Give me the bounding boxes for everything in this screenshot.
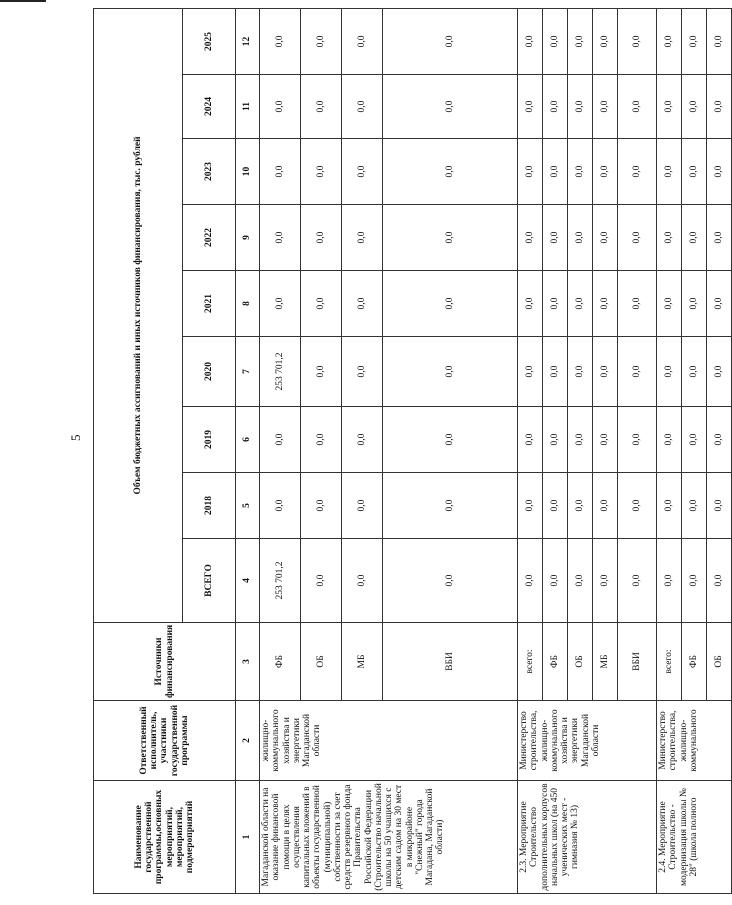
year-value-cell: 0,0: [543, 337, 568, 407]
page-number: 5: [68, 434, 83, 441]
column-number: 2: [236, 701, 260, 781]
column-number: 6: [236, 407, 260, 473]
header-year: 2020: [183, 337, 236, 407]
table-row: [260, 8, 301, 893]
rotated-table-container: [93, 9, 724, 894]
year-value-cell: 0,0: [518, 271, 543, 337]
header-source: Источники финансирования: [94, 623, 236, 701]
year-value-cell: 0,0: [568, 407, 593, 473]
year-value-cell: 0,0: [682, 75, 707, 139]
column-number: 10: [236, 139, 260, 205]
year-value-cell: 0,0: [342, 407, 383, 473]
year-value-cell: 0,0: [543, 205, 568, 271]
year-value-cell: 0,0: [593, 205, 618, 271]
year-value-cell: 253 701,2: [260, 337, 301, 407]
year-value-cell: 0,0: [568, 8, 593, 74]
year-value-cell: 0,0: [593, 407, 618, 473]
year-value-cell: 0,0: [618, 8, 657, 74]
year-value-cell: 0,0: [682, 139, 707, 205]
header-name: Наименование государственной программы,основных мероприятий, мероприятий, подмероприятий: [94, 781, 236, 894]
total-value-cell: 0,0: [682, 539, 707, 623]
header-year: 2024: [183, 75, 236, 139]
year-value-cell: 0,0: [260, 473, 301, 539]
year-value-cell: 0,0: [301, 75, 342, 139]
executor-cell: Министерство строительства, жилищно-коммунального: [657, 701, 732, 781]
year-value-cell: 0,0: [543, 8, 568, 74]
year-value-cell: 0,0: [383, 407, 518, 473]
source-cell: ОБ: [707, 623, 732, 701]
year-value-cell: 0,0: [657, 75, 682, 139]
year-value-cell: 0,0: [301, 8, 342, 74]
source-cell: ОБ: [301, 623, 342, 701]
year-value-cell: 0,0: [657, 8, 682, 74]
year-value-cell: 0,0: [518, 205, 543, 271]
year-value-cell: 0,0: [383, 205, 518, 271]
year-value-cell: 0,0: [543, 271, 568, 337]
header-year: 2022: [183, 205, 236, 271]
total-value-cell: 0,0: [593, 539, 618, 623]
year-value-cell: 0,0: [383, 8, 518, 74]
year-value-cell: 0,0: [682, 337, 707, 407]
year-value-cell: 0,0: [568, 139, 593, 205]
total-value-cell: 0,0: [543, 539, 568, 623]
source-cell: ВБИ: [618, 623, 657, 701]
year-value-cell: 0,0: [618, 271, 657, 337]
year-value-cell: 0,0: [707, 8, 732, 74]
year-value-cell: 0,0: [593, 473, 618, 539]
year-value-cell: 0,0: [383, 271, 518, 337]
source-cell: всего:: [657, 623, 682, 701]
header-volume: Объем бюджетных ассигнований и иных источников финансирования, тыс. рублей: [94, 8, 183, 622]
column-number: 1: [236, 781, 260, 894]
source-cell: ФБ: [682, 623, 707, 701]
total-value-cell: 253 701,2: [260, 539, 301, 623]
year-value-cell: 0,0: [657, 139, 682, 205]
program-name-cell: 2.4. Мероприятие Строительство - модернизация школы № 28" (школа полного: [657, 781, 732, 894]
total-value-cell: 0,0: [618, 539, 657, 623]
year-value-cell: 0,0: [518, 75, 543, 139]
year-value-cell: 0,0: [682, 205, 707, 271]
year-value-cell: 0,0: [618, 75, 657, 139]
year-value-cell: 0,0: [593, 337, 618, 407]
table-body: [94, 8, 732, 893]
year-value-cell: 0,0: [682, 473, 707, 539]
year-value-cell: 0,0: [568, 205, 593, 271]
year-value-cell: 0,0: [518, 473, 543, 539]
year-value-cell: 0,0: [342, 205, 383, 271]
year-value-cell: 0,0: [593, 271, 618, 337]
column-number: 9: [236, 205, 260, 271]
total-value-cell: 0,0: [707, 539, 732, 623]
header-year: 2021: [183, 271, 236, 337]
year-value-cell: 0,0: [518, 139, 543, 205]
column-number: 12: [236, 8, 260, 74]
table-row: [657, 8, 682, 893]
total-value-cell: 0,0: [518, 539, 543, 623]
year-value-cell: 0,0: [342, 8, 383, 74]
year-value-cell: 0,0: [657, 473, 682, 539]
year-value-cell: 0,0: [657, 205, 682, 271]
year-value-cell: 0,0: [301, 271, 342, 337]
year-value-cell: 0,0: [682, 271, 707, 337]
column-number: 8: [236, 271, 260, 337]
header-year: 2019: [183, 407, 236, 473]
column-number: 7: [236, 337, 260, 407]
year-value-cell: 0,0: [301, 407, 342, 473]
year-value-cell: 0,0: [593, 139, 618, 205]
total-value-cell: 0,0: [301, 539, 342, 623]
source-cell: ОБ: [568, 623, 593, 701]
year-value-cell: 0,0: [618, 407, 657, 473]
year-value-cell: 0,0: [518, 407, 543, 473]
year-value-cell: 0,0: [543, 473, 568, 539]
year-value-cell: 0,0: [707, 75, 732, 139]
source-cell: МБ: [593, 623, 618, 701]
year-value-cell: 0,0: [260, 75, 301, 139]
year-value-cell: 0,0: [593, 75, 618, 139]
year-value-cell: 0,0: [518, 8, 543, 74]
year-value-cell: 0,0: [568, 337, 593, 407]
source-cell: ВБИ: [383, 623, 518, 701]
year-value-cell: 0,0: [260, 8, 301, 74]
year-value-cell: 0,0: [383, 337, 518, 407]
column-number: 3: [236, 623, 260, 701]
year-value-cell: 0,0: [543, 75, 568, 139]
year-value-cell: 0,0: [342, 75, 383, 139]
year-value-cell: 0,0: [682, 8, 707, 74]
top-rule: [0, 0, 46, 2]
header-executor: Ответственный исполнитель, участники государственной программы: [94, 701, 236, 781]
year-value-cell: 0,0: [707, 271, 732, 337]
program-name-cell: Магаданской области на оказание финансовой помощи в целях осуществления капитальных вложений в объекты государственной (муниципальной) собственности за счет средств резервного фонда Правительства Российской Федерации (Строительство начальной школы на 50 учащихся с детским садом на 30 мест в микрорайоне "Снежный" города Магадана, Магаданской области): [260, 781, 518, 894]
year-value-cell: 0,0: [260, 205, 301, 271]
year-value-cell: 0,0: [260, 407, 301, 473]
year-value-cell: 0,0: [383, 75, 518, 139]
year-value-cell: 0,0: [342, 139, 383, 205]
year-value-cell: 0,0: [260, 139, 301, 205]
column-number: 11: [236, 75, 260, 139]
year-value-cell: 0,0: [707, 205, 732, 271]
year-value-cell: 0,0: [618, 473, 657, 539]
source-cell: ФБ: [543, 623, 568, 701]
year-value-cell: 0,0: [301, 139, 342, 205]
header-total: ВСЕГО: [183, 539, 236, 623]
year-value-cell: 0,0: [707, 337, 732, 407]
year-value-cell: 0,0: [342, 473, 383, 539]
executor-cell: Министерство строительства, жилищно-коммунального хозяйства и энергетики Магаданской области: [518, 701, 657, 781]
year-value-cell: 0,0: [657, 271, 682, 337]
source-cell: всего:: [518, 623, 543, 701]
header-year: 2018: [183, 473, 236, 539]
total-value-cell: 0,0: [383, 539, 518, 623]
year-value-cell: 0,0: [568, 473, 593, 539]
year-value-cell: 0,0: [260, 271, 301, 337]
year-value-cell: 0,0: [342, 337, 383, 407]
year-value-cell: 0,0: [682, 407, 707, 473]
source-cell: ФБ: [260, 623, 301, 701]
year-value-cell: 0,0: [657, 337, 682, 407]
year-value-cell: 0,0: [568, 75, 593, 139]
year-value-cell: 0,0: [301, 473, 342, 539]
total-value-cell: 0,0: [342, 539, 383, 623]
year-value-cell: 0,0: [618, 337, 657, 407]
budget-table: [93, 8, 732, 894]
year-value-cell: 0,0: [568, 271, 593, 337]
year-value-cell: 0,0: [593, 8, 618, 74]
year-value-cell: 0,0: [543, 139, 568, 205]
total-value-cell: 0,0: [657, 539, 682, 623]
year-value-cell: 0,0: [707, 473, 732, 539]
program-name-cell: 2.3. Мероприятие Строительство дополнительных корпусов начальных школ (на 450 ученических мест - гимназия № 13): [518, 781, 657, 894]
column-number: 4: [236, 539, 260, 623]
year-value-cell: 0,0: [383, 473, 518, 539]
executor-cell: жилищно-коммунального хозяйства и энергетики Магаданской области: [260, 701, 518, 781]
year-value-cell: 0,0: [518, 337, 543, 407]
header-year: 2025: [183, 8, 236, 74]
year-value-cell: 0,0: [618, 205, 657, 271]
year-value-cell: 0,0: [707, 407, 732, 473]
year-value-cell: 0,0: [301, 337, 342, 407]
year-value-cell: 0,0: [707, 139, 732, 205]
year-value-cell: 0,0: [301, 205, 342, 271]
year-value-cell: 0,0: [342, 271, 383, 337]
table-row: [518, 8, 543, 893]
year-value-cell: 0,0: [657, 407, 682, 473]
header-year: 2023: [183, 139, 236, 205]
year-value-cell: 0,0: [618, 139, 657, 205]
total-value-cell: 0,0: [568, 539, 593, 623]
source-cell: МБ: [342, 623, 383, 701]
column-number: 5: [236, 473, 260, 539]
year-value-cell: 0,0: [383, 139, 518, 205]
year-value-cell: 0,0: [543, 407, 568, 473]
